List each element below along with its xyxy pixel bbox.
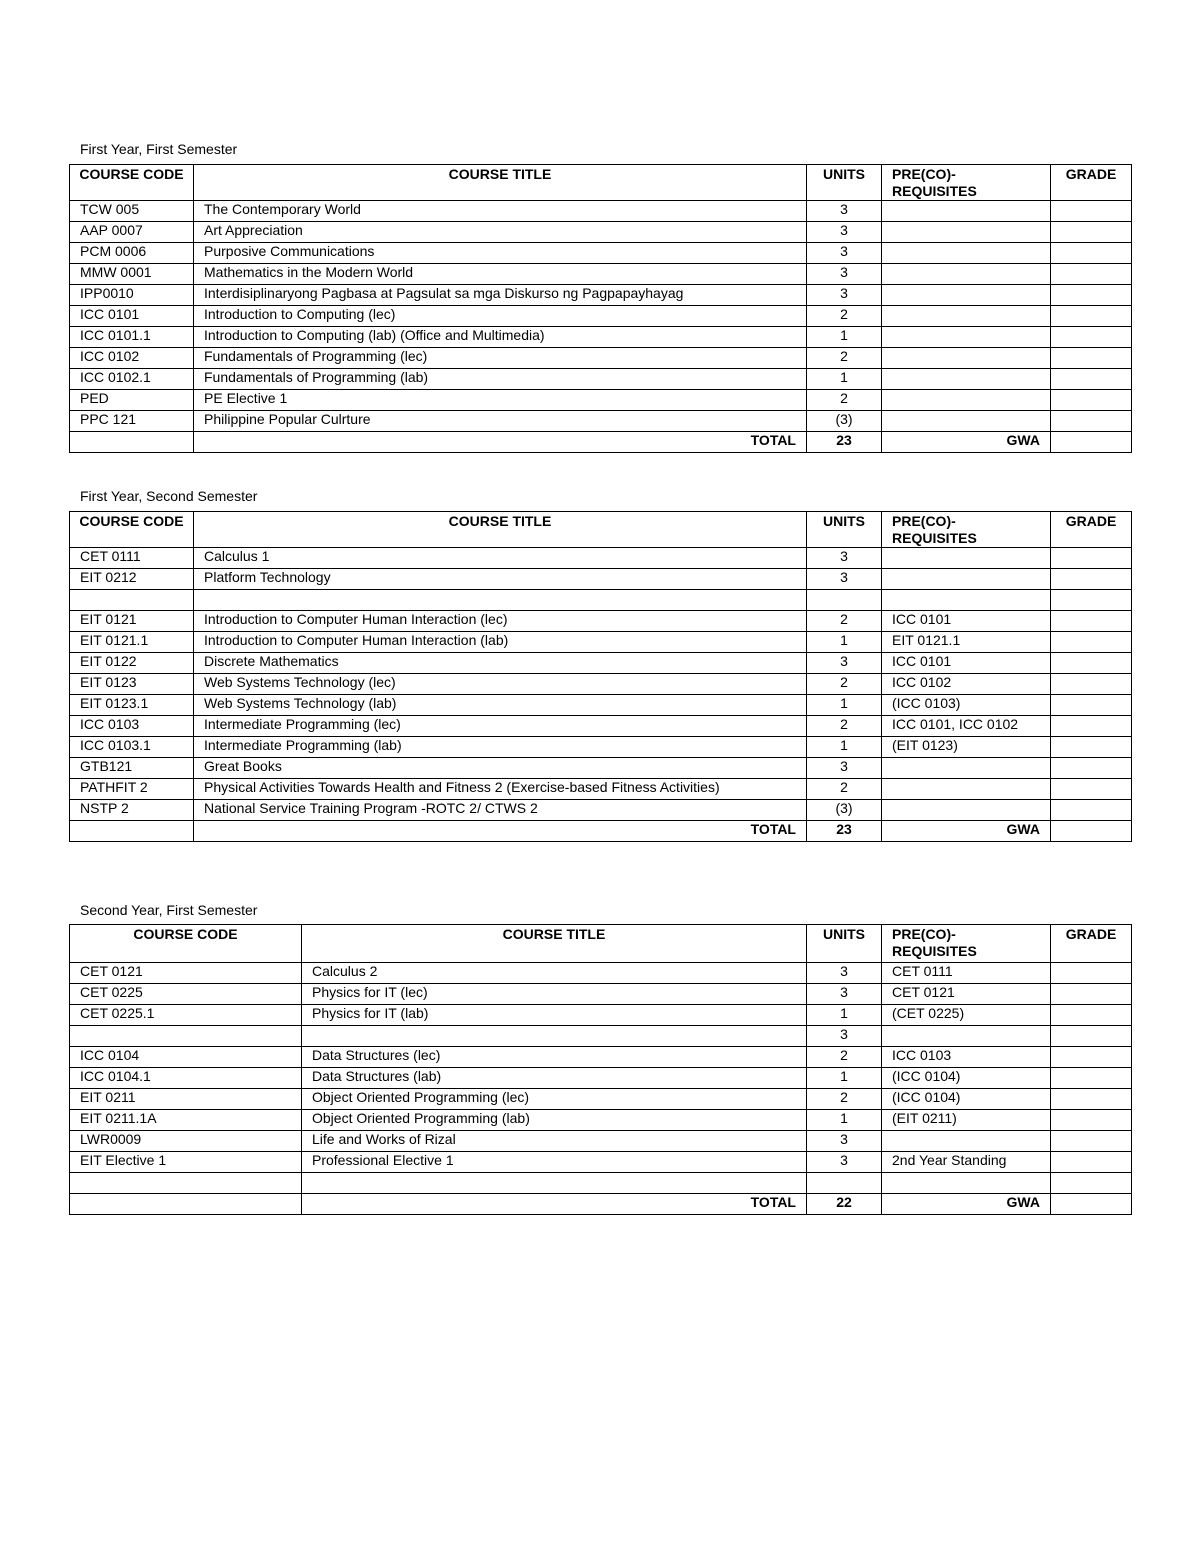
course-prerequisite (882, 243, 1051, 264)
course-units (807, 1173, 882, 1194)
course-grade[interactable] (1051, 390, 1132, 411)
course-grade[interactable] (1051, 306, 1132, 327)
course-grade[interactable] (1051, 369, 1132, 390)
course-title: Introduction to Computing (lab) (Office and Multimedia) (194, 327, 807, 348)
course-grade[interactable] (1051, 963, 1132, 984)
course-code: CET 0225.1 (70, 1005, 302, 1026)
course-code: ICC 0102.1 (70, 369, 194, 390)
sem3-table (69, 924, 1132, 1215)
gwa-value[interactable] (1051, 432, 1132, 453)
course-code: CET 0225 (70, 984, 302, 1005)
course-grade[interactable] (1051, 1110, 1132, 1131)
course-row (70, 243, 1132, 264)
course-title: National Service Training Program -ROTC 2/ CTWS 2 (194, 800, 807, 821)
course-title: Discrete Mathematics (194, 653, 807, 674)
course-title: Introduction to Computing (lec) (194, 306, 807, 327)
course-prerequisite (882, 306, 1051, 327)
course-prerequisite (882, 800, 1051, 821)
course-prerequisite (882, 201, 1051, 222)
course-units: 3 (807, 264, 882, 285)
course-row (70, 758, 1132, 779)
course-title (194, 590, 807, 611)
gwa-label: GWA (882, 432, 1051, 453)
course-code (70, 1026, 302, 1047)
course-row (70, 695, 1132, 716)
course-units: 3 (807, 984, 882, 1005)
course-prerequisite (882, 1131, 1051, 1152)
course-code: EIT 0212 (70, 569, 194, 590)
header-course-code: COURSE CODE (70, 925, 302, 963)
course-code: EIT 0122 (70, 653, 194, 674)
course-prerequisite: (ICC 0104) (882, 1068, 1051, 1089)
sem1-header-row (70, 165, 1132, 201)
course-title: Interdisiplinaryong Pagbasa at Pagsulat sa mga Diskurso ng Pagpapayhayag (194, 285, 807, 306)
course-units: 2 (807, 306, 882, 327)
header-grade: GRADE (1051, 512, 1132, 548)
course-grade[interactable] (1051, 695, 1132, 716)
course-row (70, 306, 1132, 327)
course-grade[interactable] (1051, 653, 1132, 674)
course-code: AAP 0007 (70, 222, 194, 243)
course-units: 2 (807, 390, 882, 411)
sem3-total-row (70, 1194, 1132, 1215)
course-row (70, 285, 1132, 306)
total-units: 23 (807, 432, 882, 453)
course-title: Fundamentals of Programming (lab) (194, 369, 807, 390)
course-prerequisite (882, 758, 1051, 779)
course-prerequisite: CET 0121 (882, 984, 1051, 1005)
course-prerequisite: (CET 0225) (882, 1005, 1051, 1026)
course-title: Introduction to Computer Human Interaction (lec) (194, 611, 807, 632)
course-title: Platform Technology (194, 569, 807, 590)
course-row (70, 1068, 1132, 1089)
course-grade[interactable] (1051, 243, 1132, 264)
sem2-header-row (70, 512, 1132, 548)
course-row (70, 611, 1132, 632)
course-title: Object Oriented Programming (lab) (302, 1110, 807, 1131)
course-code: EIT 0211.1A (70, 1110, 302, 1131)
course-units: 3 (807, 1152, 882, 1173)
course-title: Physics for IT (lec) (302, 984, 807, 1005)
course-code: ICC 0103.1 (70, 737, 194, 758)
course-row (70, 984, 1132, 1005)
course-prerequisite: ICC 0101, ICC 0102 (882, 716, 1051, 737)
course-units: 1 (807, 1068, 882, 1089)
header-course-title: COURSE TITLE (194, 512, 807, 548)
course-grade[interactable] (1051, 1005, 1132, 1026)
course-units: 2 (807, 611, 882, 632)
course-prerequisite (882, 222, 1051, 243)
course-row (70, 1173, 1132, 1194)
sem1-section (69, 164, 1131, 453)
sem3-section (69, 924, 1131, 1215)
course-units: (3) (807, 800, 882, 821)
course-title: Web Systems Technology (lab) (194, 695, 807, 716)
total-units: 23 (807, 821, 882, 842)
course-row (70, 1152, 1132, 1173)
course-title: Philippine Popular Culrture (194, 411, 807, 432)
course-row (70, 800, 1132, 821)
course-grade[interactable] (1051, 411, 1132, 432)
course-grade[interactable] (1051, 611, 1132, 632)
course-grade[interactable] (1051, 1173, 1132, 1194)
course-title: Web Systems Technology (lec) (194, 674, 807, 695)
course-row (70, 390, 1132, 411)
course-row (70, 716, 1132, 737)
course-prerequisite: (ICC 0103) (882, 695, 1051, 716)
course-title: Calculus 2 (302, 963, 807, 984)
course-code: CET 0121 (70, 963, 302, 984)
total-label: TOTAL (194, 821, 807, 842)
course-prerequisite: (EIT 0123) (882, 737, 1051, 758)
course-prerequisite (882, 285, 1051, 306)
course-code: ICC 0104.1 (70, 1068, 302, 1089)
course-title: Purposive Communications (194, 243, 807, 264)
course-row (70, 674, 1132, 695)
course-grade[interactable] (1051, 1026, 1132, 1047)
course-row (70, 632, 1132, 653)
course-title: Intermediate Programming (lab) (194, 737, 807, 758)
sem1-rows (70, 201, 1132, 432)
course-title: Object Oriented Programming (lec) (302, 1089, 807, 1110)
course-title: Professional Elective 1 (302, 1152, 807, 1173)
course-prerequisite: (EIT 0211) (882, 1110, 1051, 1131)
course-units: 3 (807, 569, 882, 590)
course-units: 3 (807, 1131, 882, 1152)
header-grade: GRADE (1051, 165, 1132, 201)
course-prerequisite: ICC 0103 (882, 1047, 1051, 1068)
course-prerequisite (882, 590, 1051, 611)
sem3-caption: Second Year, First Semester (80, 902, 258, 918)
course-code: ICC 0102 (70, 348, 194, 369)
header-grade: GRADE (1051, 925, 1132, 963)
course-grade[interactable] (1051, 1089, 1132, 1110)
course-units: 2 (807, 348, 882, 369)
course-prerequisite: ICC 0101 (882, 653, 1051, 674)
course-code: IPP0010 (70, 285, 194, 306)
course-row (70, 1047, 1132, 1068)
course-code: PED (70, 390, 194, 411)
course-prerequisite: (ICC 0104) (882, 1089, 1051, 1110)
course-grade[interactable] (1051, 1047, 1132, 1068)
header-course-title: COURSE TITLE (194, 165, 807, 201)
course-units: 3 (807, 201, 882, 222)
header-units: UNITS (807, 165, 882, 201)
course-row (70, 1026, 1132, 1047)
course-grade[interactable] (1051, 1068, 1132, 1089)
course-title: Life and Works of Rizal (302, 1131, 807, 1152)
course-title: PE Elective 1 (194, 390, 807, 411)
course-units: 2 (807, 674, 882, 695)
course-units: 1 (807, 737, 882, 758)
course-title: Great Books (194, 758, 807, 779)
course-units: 3 (807, 653, 882, 674)
total-label: TOTAL (194, 432, 807, 453)
course-prerequisite: ICC 0102 (882, 674, 1051, 695)
course-code: EIT 0123.1 (70, 695, 194, 716)
course-row (70, 1110, 1132, 1131)
course-row (70, 1005, 1132, 1026)
course-row (70, 411, 1132, 432)
header-course-title: COURSE TITLE (302, 925, 807, 963)
course-units: 1 (807, 327, 882, 348)
sem2-total-row (70, 821, 1132, 842)
course-units: 1 (807, 1005, 882, 1026)
course-title: Physics for IT (lab) (302, 1005, 807, 1026)
course-prerequisite (882, 264, 1051, 285)
course-prerequisite: EIT 0121.1 (882, 632, 1051, 653)
course-prerequisite (882, 1173, 1051, 1194)
course-code: ICC 0101.1 (70, 327, 194, 348)
course-grade[interactable] (1051, 1131, 1132, 1152)
course-code: TCW 005 (70, 201, 194, 222)
course-grade[interactable] (1051, 264, 1132, 285)
course-units (807, 590, 882, 611)
course-code: ICC 0103 (70, 716, 194, 737)
course-prerequisite (882, 569, 1051, 590)
header-course-code: COURSE CODE (70, 512, 194, 548)
course-grade[interactable] (1051, 716, 1132, 737)
course-units: 3 (807, 243, 882, 264)
course-row (70, 222, 1132, 243)
course-prerequisite (882, 411, 1051, 432)
course-row (70, 653, 1132, 674)
course-grade[interactable] (1051, 1152, 1132, 1173)
course-units: 1 (807, 695, 882, 716)
course-title: Art Appreciation (194, 222, 807, 243)
sem1-caption: First Year, First Semester (80, 141, 238, 157)
course-units: 3 (807, 222, 882, 243)
header-prerequisites: PRE(CO)- REQUISITES (882, 165, 1051, 201)
gwa-label: GWA (882, 821, 1051, 842)
course-code: GTB121 (70, 758, 194, 779)
course-code: NSTP 2 (70, 800, 194, 821)
course-title (302, 1026, 807, 1047)
header-units: UNITS (807, 512, 882, 548)
course-title: Physical Activities Towards Health and Fitness 2 (Exercise-based Fitness Activities) (194, 779, 807, 800)
course-code: EIT 0121.1 (70, 632, 194, 653)
course-prerequisite: 2nd Year Standing (882, 1152, 1051, 1173)
course-row (70, 1131, 1132, 1152)
course-prerequisite (882, 348, 1051, 369)
header-course-code: COURSE CODE (70, 165, 194, 201)
sem1-total-row (70, 432, 1132, 453)
course-prerequisite (882, 548, 1051, 569)
total-blank (70, 821, 194, 842)
course-code: PCM 0006 (70, 243, 194, 264)
course-code (70, 590, 194, 611)
course-code: EIT 0121 (70, 611, 194, 632)
course-units: 3 (807, 963, 882, 984)
sem2-section (69, 511, 1131, 842)
total-blank (70, 432, 194, 453)
course-row (70, 327, 1132, 348)
course-row (70, 348, 1132, 369)
course-row (70, 590, 1132, 611)
course-code: CET 0111 (70, 548, 194, 569)
course-row (70, 779, 1132, 800)
course-prerequisite (882, 369, 1051, 390)
course-prerequisite (882, 779, 1051, 800)
total-blank (70, 1194, 302, 1215)
course-units: 3 (807, 548, 882, 569)
gwa-value[interactable] (1051, 821, 1132, 842)
course-prerequisite: ICC 0101 (882, 611, 1051, 632)
total-units: 22 (807, 1194, 882, 1215)
total-label: TOTAL (302, 1194, 807, 1215)
course-code: ICC 0101 (70, 306, 194, 327)
course-title: Data Structures (lab) (302, 1068, 807, 1089)
gwa-value[interactable] (1051, 1194, 1132, 1215)
course-units: 2 (807, 716, 882, 737)
course-units: 1 (807, 369, 882, 390)
course-code: EIT 0123 (70, 674, 194, 695)
course-grade[interactable] (1051, 222, 1132, 243)
course-prerequisite (882, 327, 1051, 348)
course-prerequisite: CET 0111 (882, 963, 1051, 984)
course-code (70, 1173, 302, 1194)
course-code: PPC 121 (70, 411, 194, 432)
course-grade[interactable] (1051, 348, 1132, 369)
course-grade[interactable] (1051, 737, 1132, 758)
course-grade[interactable] (1051, 984, 1132, 1005)
sem3-header-row (70, 925, 1132, 963)
course-grade[interactable] (1051, 674, 1132, 695)
course-grade[interactable] (1051, 779, 1132, 800)
course-units: 1 (807, 632, 882, 653)
course-grade[interactable] (1051, 632, 1132, 653)
course-row (70, 1089, 1132, 1110)
course-row (70, 264, 1132, 285)
course-units: 2 (807, 1089, 882, 1110)
course-code: LWR0009 (70, 1131, 302, 1152)
sem1-table (69, 164, 1132, 453)
sem2-rows (70, 548, 1132, 821)
course-grade[interactable] (1051, 285, 1132, 306)
sem2-caption: First Year, Second Semester (80, 488, 258, 504)
course-title: Fundamentals of Programming (lec) (194, 348, 807, 369)
course-row (70, 963, 1132, 984)
course-grade[interactable] (1051, 800, 1132, 821)
header-units: UNITS (807, 925, 882, 963)
course-units: 3 (807, 758, 882, 779)
course-units: 1 (807, 1110, 882, 1131)
course-units: (3) (807, 411, 882, 432)
course-row (70, 569, 1132, 590)
course-units: 3 (807, 1026, 882, 1047)
course-title: Introduction to Computer Human Interaction (lab) (194, 632, 807, 653)
header-prerequisites: PRE(CO)- REQUISITES (882, 925, 1051, 963)
course-grade[interactable] (1051, 590, 1132, 611)
course-code: EIT 0211 (70, 1089, 302, 1110)
course-row (70, 737, 1132, 758)
sem2-table (69, 511, 1132, 842)
course-grade[interactable] (1051, 758, 1132, 779)
course-row (70, 548, 1132, 569)
course-title: Mathematics in the Modern World (194, 264, 807, 285)
course-grade[interactable] (1051, 201, 1132, 222)
course-code: EIT Elective 1 (70, 1152, 302, 1173)
header-prerequisites: PRE(CO)- REQUISITES (882, 512, 1051, 548)
gwa-label: GWA (882, 1194, 1051, 1215)
course-code: ICC 0104 (70, 1047, 302, 1068)
course-code: MMW 0001 (70, 264, 194, 285)
course-title (302, 1173, 807, 1194)
course-row (70, 369, 1132, 390)
course-prerequisite (882, 390, 1051, 411)
course-row (70, 201, 1132, 222)
course-units: 2 (807, 779, 882, 800)
course-title: The Contemporary World (194, 201, 807, 222)
course-grade[interactable] (1051, 569, 1132, 590)
course-title: Intermediate Programming (lec) (194, 716, 807, 737)
course-units: 3 (807, 285, 882, 306)
course-grade[interactable] (1051, 327, 1132, 348)
course-code: PATHFIT 2 (70, 779, 194, 800)
course-title: Data Structures (lec) (302, 1047, 807, 1068)
course-prerequisite (882, 1026, 1051, 1047)
course-units: 2 (807, 1047, 882, 1068)
course-grade[interactable] (1051, 548, 1132, 569)
course-title: Calculus 1 (194, 548, 807, 569)
sem3-rows (70, 963, 1132, 1194)
